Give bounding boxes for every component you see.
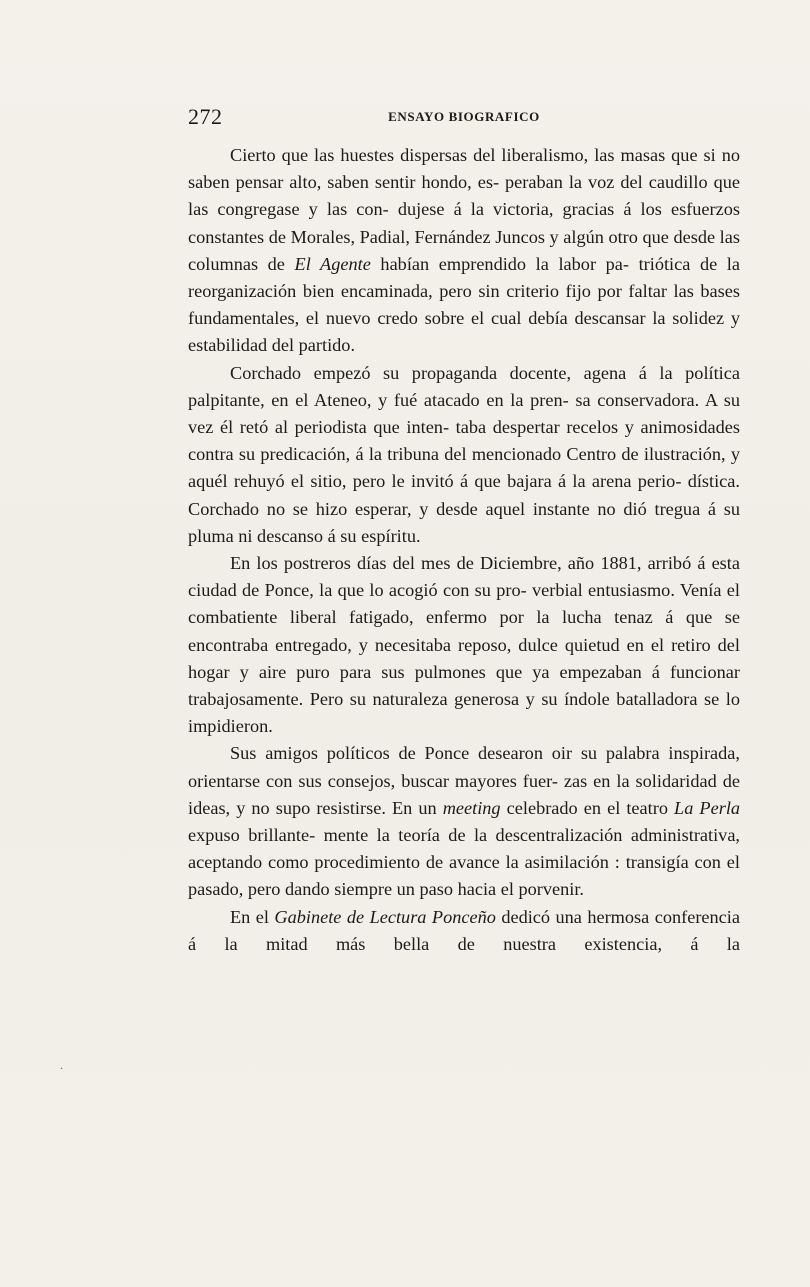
paragraph-1 — [188, 142, 740, 360]
term-meeting: meeting — [442, 797, 501, 818]
page-number: 272 — [188, 104, 223, 129]
margin-mark: . — [60, 1058, 63, 1072]
paragraph-4-text-a: Sus amigos políticos de Ponce desearon oir su palabra inspirada, orientarse con sus consejos, buscar mayores fuer- zas en la solidaridad de ideas, y no supo resistirse. En un — [188, 743, 740, 818]
body-text — [188, 142, 740, 958]
paragraph-2 — [188, 360, 740, 550]
paragraph-5 — [188, 904, 740, 958]
running-title: ENSAYO BIOGRAFICO — [388, 109, 540, 124]
institution-name-gabinete: Gabinete de Lectura Ponceño — [274, 906, 496, 927]
paragraph-3 — [188, 550, 740, 740]
paragraph-4-text-b: celebrado en el teatro — [506, 797, 668, 818]
paragraph-1-text-b: habían emprendido la labor pa- triótica de la reorganización bien encaminada, pero sin criterio fijo por faltar las bases fundamentales, el nuevo credo sobre el cual debía descansar la solidez y estabilidad del partido. — [188, 253, 740, 356]
paragraph-4 — [188, 740, 740, 903]
theatre-name-la-perla: La Perla — [674, 797, 741, 818]
paragraph-1-text-a: Cierto que las huestes dispersas del liberalismo, las masas que si no saben pensar alto, saben sentir hondo, es- peraban la voz del caudillo que las congregase y las con- dujese á la victoria, gracias á los esfuerzos constantes de Morales, Padial, Fernández Juncos y algún otro que desde las columnas de — [188, 145, 740, 274]
newspaper-title-el-agente: El Agente — [294, 253, 371, 274]
paragraph-5-text-b: dedicó una hermosa conferencia á la mitad más bella de nuestra existencia, á la — [188, 906, 740, 954]
paragraph-2-text: Corchado empezó su propaganda docente, agena á la política palpitante, en el Ateneo, y fué atacado en la pren- sa conservadora. A su vez él retó al periodista que inten- taba despertar recelos y animosidades contra su predicación, á la tribuna del mencionado Centro de ilustración, y aquél rehuyó el sitio, pero le invitó á que bajara á la arena perio- dística. Corchado no se hizo esperar, y desde aquel instante no dió tregua á su pluma ni descanso á su espíritu. — [188, 362, 740, 546]
running-header — [188, 104, 740, 134]
paragraph-3-text: En los postreros días del mes de Diciembre, año 1881, arribó á esta ciudad de Ponce, la que lo acogió con su pro- verbial entusiasmo. Venía el combatiente liberal fatigado, enfermo por la lucha tenaz á que se encontraba entregado, y necesitaba reposo, dulce quietud en el retiro del hogar y aire puro para sus pulmones que ya empezaban á funcionar trabajosamente. Pero su naturaleza generosa y su índole batalladora se lo impidieron. — [188, 553, 740, 737]
paragraph-5-text-a: En el — [230, 906, 269, 927]
paragraph-4-text-c: expuso brillante- mente la teoría de la descentralización administrativa, aceptando como procedimiento de avance la asimilación : transigía con el pasado, pero dando siempre un paso hacia el porvenir. — [188, 825, 740, 900]
